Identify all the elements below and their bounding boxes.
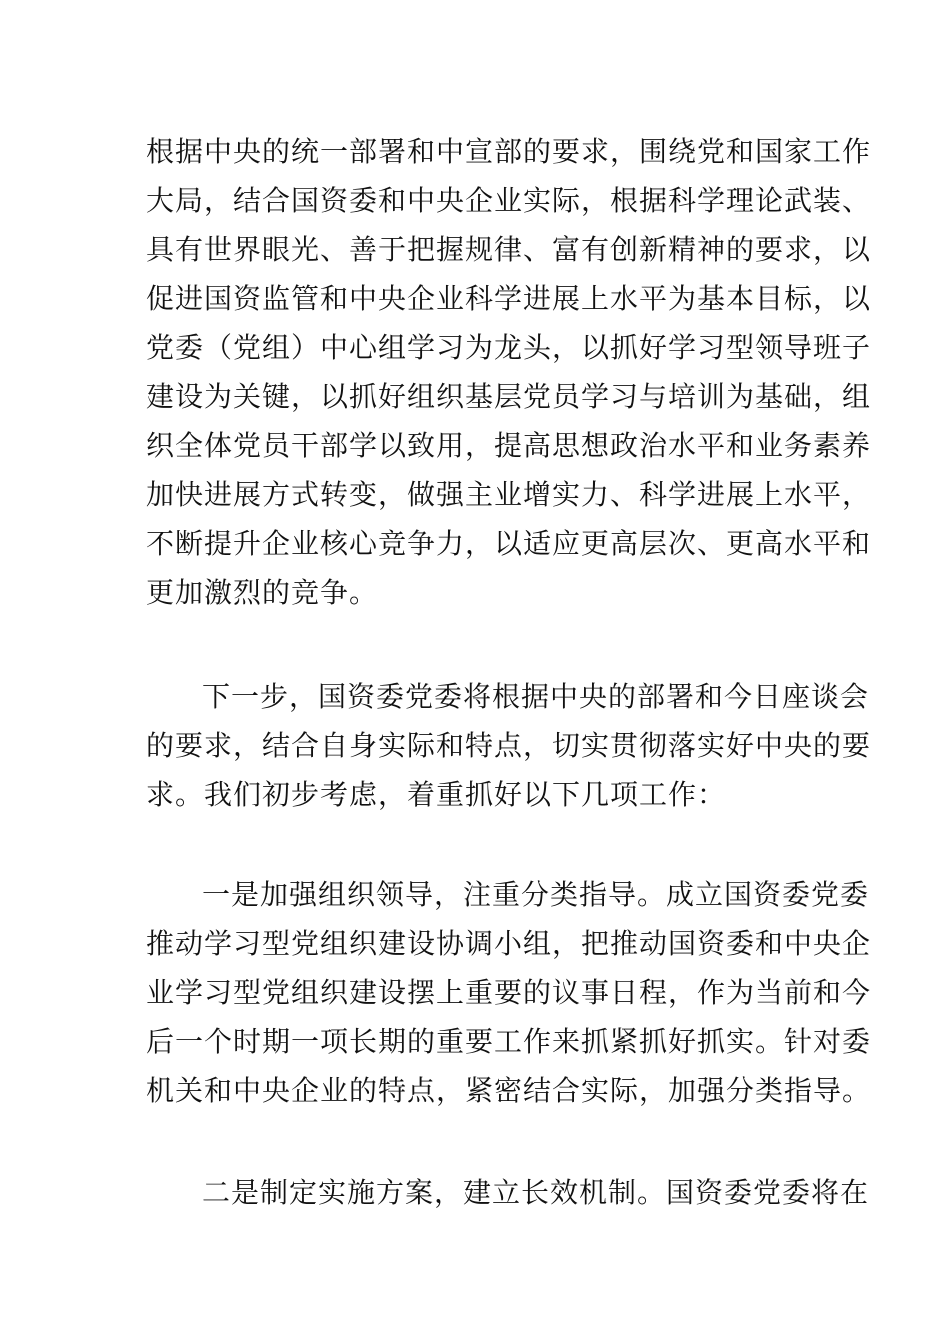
paragraph-3 bbox=[146, 870, 872, 1115]
paragraph-2 bbox=[146, 672, 872, 819]
paragraph-line: 具有世界眼光、善于把握规律、富有创新精神的要求，以 bbox=[146, 233, 872, 266]
paragraph-line: 机关和中央企业的特点，紧密结合实际，加强分类指导。 bbox=[146, 1074, 872, 1107]
paragraph-line: 推动学习型党组织建设协调小组，把推动国资委和中央企 bbox=[146, 927, 872, 960]
paragraph-line: 根据中央的统一部署和中宣部的要求，围绕党和国家工作 bbox=[146, 135, 872, 168]
paragraph-line: 下一步，国资委党委将根据中央的部署和今日座谈会 bbox=[202, 680, 870, 713]
paragraph-line: 不断提升企业核心竞争力，以适应更高层次、更高水平和 bbox=[146, 527, 872, 560]
paragraph-line: 加快进展方式转变，做强主业增实力、科学进展上水平， bbox=[146, 478, 872, 511]
paragraph-4 bbox=[146, 1168, 870, 1217]
paragraph-line: 建设为关键，以抓好组织基层党员学习与培训为基础，组 bbox=[146, 380, 872, 413]
paragraph-line: 党委（党组）中心组学习为龙头，以抓好学习型领导班子 bbox=[146, 331, 872, 364]
paragraph-line: 一是加强组织领导，注重分类指导。成立国资委党委 bbox=[202, 878, 870, 911]
paragraph-line: 业学习型党组织建设摆上重要的议事日程，作为当前和今 bbox=[146, 976, 872, 1009]
paragraph-line: 大局，结合国资委和中央企业实际，根据科学理论武装、 bbox=[146, 184, 872, 217]
paragraph-line: 促进国资监管和中央企业科学进展上水平为基本目标，以 bbox=[146, 282, 872, 315]
paragraph-1 bbox=[146, 127, 872, 617]
paragraph-line: 的要求，结合自身实际和特点，切实贯彻落实好中央的要 bbox=[146, 729, 872, 762]
paragraph-line: 二是制定实施方案，建立长效机制。国资委党委将在 bbox=[202, 1176, 870, 1209]
paragraph-line: 后一个时期一项长期的重要工作来抓紧抓好抓实。针对委 bbox=[146, 1025, 872, 1058]
paragraph-line: 织全体党员干部学以致用，提高思想政治水平和业务素养 bbox=[146, 429, 872, 462]
paragraph-line: 更加激烈的竞争。 bbox=[146, 576, 379, 609]
paragraph-line: 求。我们初步考虑，着重抓好以下几项工作： bbox=[146, 778, 727, 811]
